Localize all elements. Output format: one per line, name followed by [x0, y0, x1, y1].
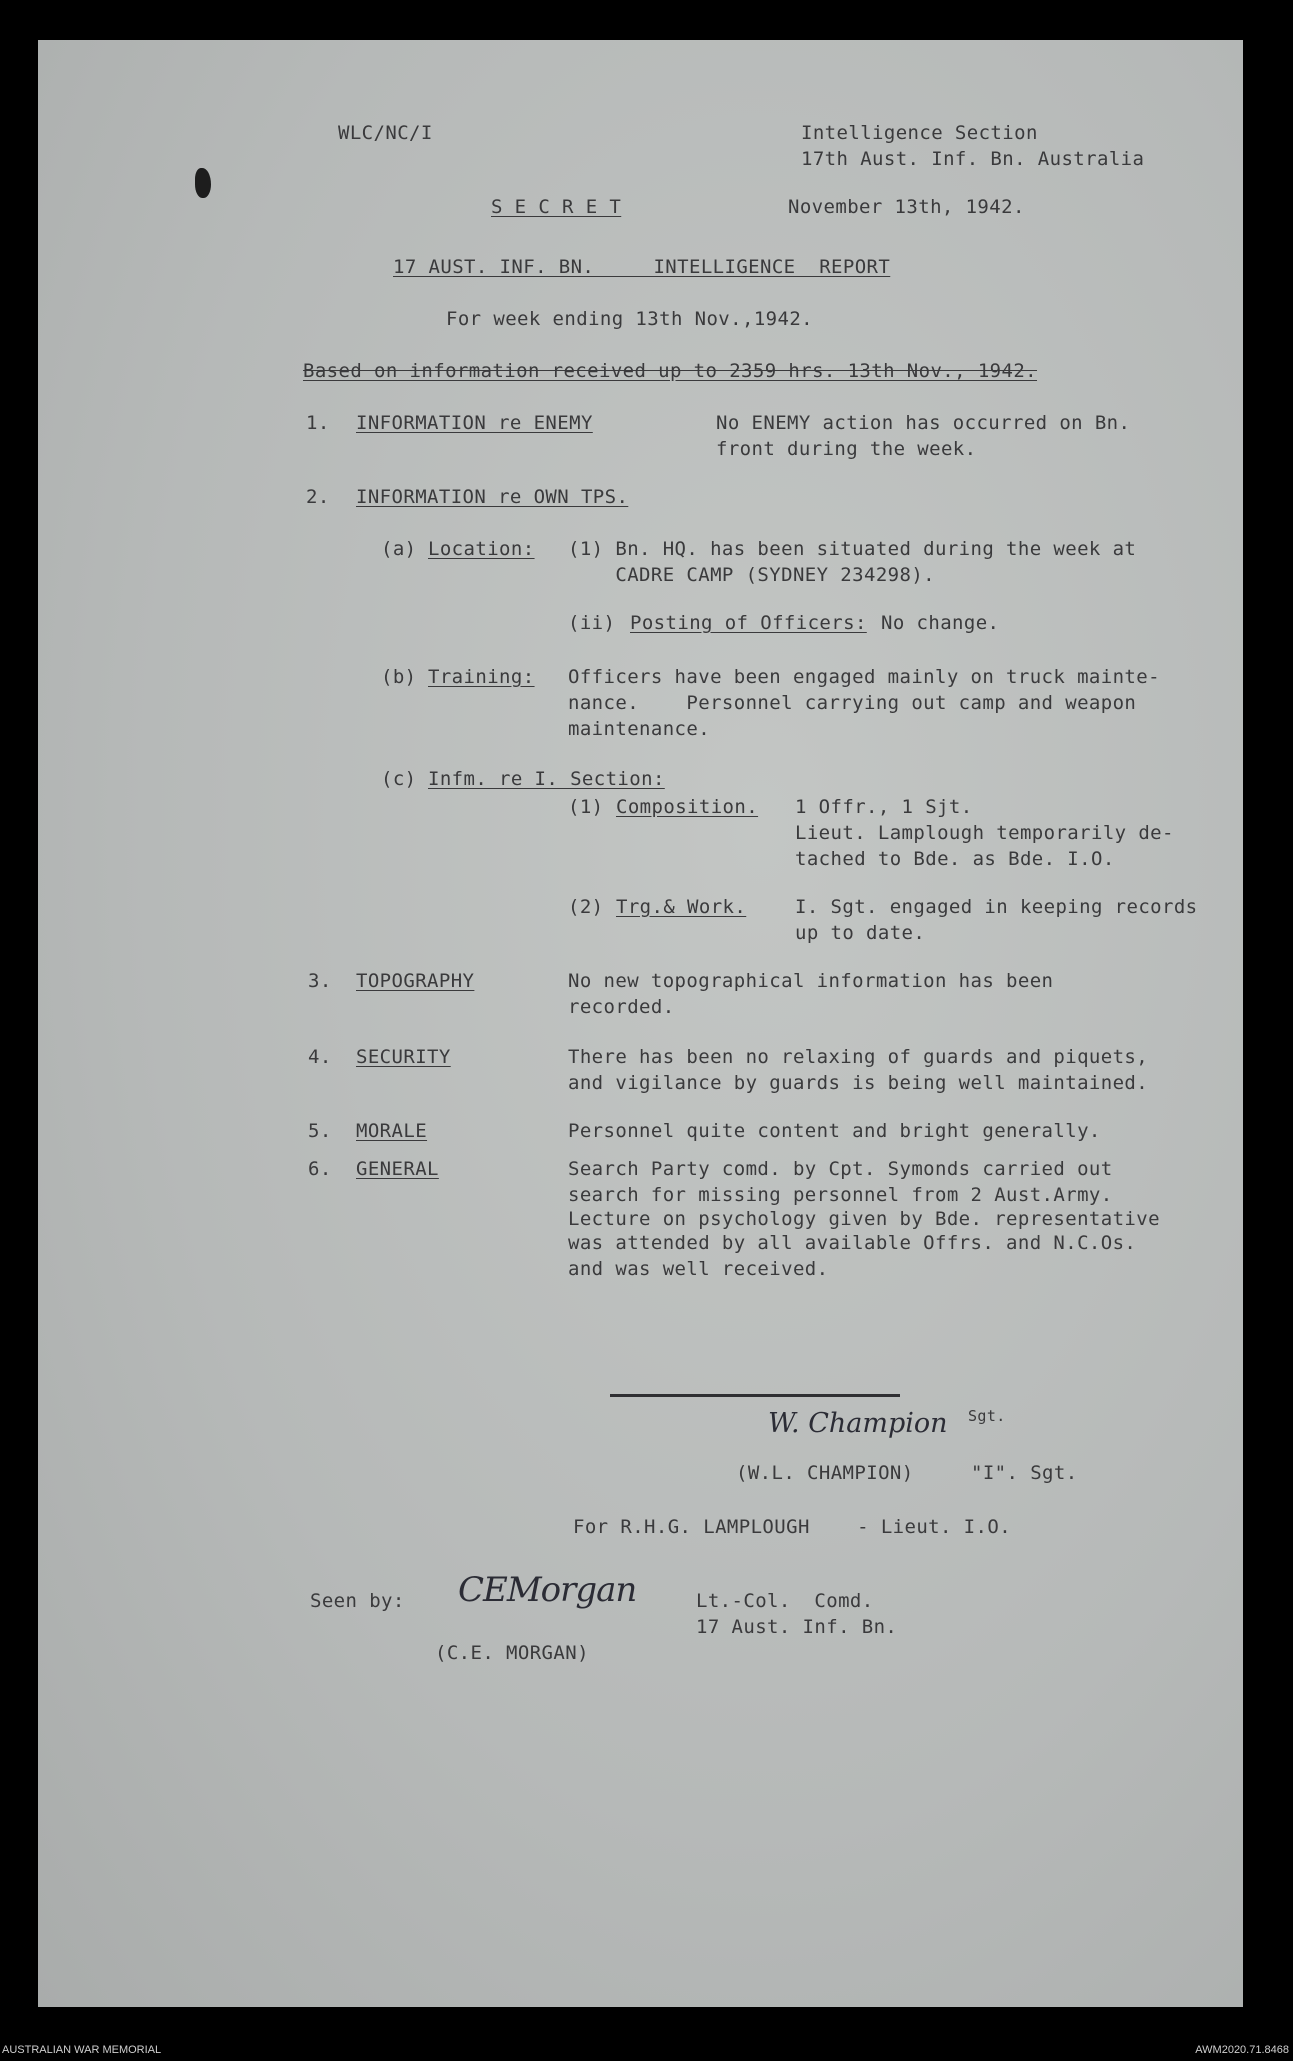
section-6-text: search for missing personnel from 2 Aust.Army.: [568, 1184, 1113, 1206]
composition-text: tached to Bde. as Bde. I.O.: [795, 848, 1115, 870]
section-3-text: No new topographical information has been: [568, 970, 1054, 992]
footer-institution: AUSTRALIAN WAR MEMORIAL: [2, 2044, 162, 2056]
trg-work-text: up to date.: [795, 922, 926, 944]
punch-hole: [195, 168, 211, 198]
signature-rank-handwritten: Sgt.: [968, 1407, 1006, 1425]
section-5-text: Personnel quite content and bright generally.: [568, 1120, 1101, 1142]
trg-work-heading: Trg.& Work.: [616, 896, 747, 918]
section-3-text: recorded.: [568, 996, 675, 1018]
section-6-text: Lecture on psychology given by Bde. representative: [568, 1208, 1160, 1230]
champion-typed-name: (W.L. CHAMPION): [736, 1462, 914, 1484]
posting-number: (ii): [568, 612, 616, 634]
sub-b-heading: Training:: [428, 666, 535, 688]
section-4-text: and vigilance by guards is being well maintained.: [568, 1072, 1149, 1094]
trg-work-text: I. Sgt. engaged in keeping records: [795, 896, 1198, 918]
based-on-line: Based on information received up to 2359 hrs. 13th Nov., 1942.: [303, 360, 1038, 382]
footer-accession-number: AWM2020.71.8468: [1195, 2044, 1289, 2056]
section-3-heading: TOPOGRAPHY: [356, 970, 475, 992]
unit-line-1: Intelligence Section: [801, 122, 1038, 144]
reference-code: WLC/NC/I: [338, 122, 433, 144]
sub-c-heading: Infm. re I. Section:: [428, 768, 665, 790]
item-2-number: 2.: [306, 486, 330, 508]
champion-signature: W. Champion: [768, 1408, 948, 1439]
section-6-heading: GENERAL: [356, 1158, 439, 1180]
item-2-heading: INFORMATION re OWN TPS.: [356, 486, 629, 508]
for-lamplough-line: For R.H.G. LAMPLOUGH - Lieut. I.O.: [573, 1516, 1012, 1538]
report-title: 17 AUST. INF. BN. INTELLIGENCE REPORT: [393, 256, 891, 278]
composition-number: (1): [568, 796, 604, 818]
section-4-heading: SECURITY: [356, 1046, 451, 1068]
item-1-text: No ENEMY action has occurred on Bn.: [716, 412, 1131, 434]
composition-heading: Composition.: [616, 796, 759, 818]
posting-heading: Posting of Officers:: [630, 612, 867, 634]
seen-by-label: Seen by:: [310, 1590, 405, 1612]
posting-text: No change.: [881, 612, 1000, 634]
section-6-text: Search Party comd. by Cpt. Symonds carried out: [568, 1158, 1113, 1180]
week-ending: For week ending 13th Nov.,1942.: [446, 308, 814, 330]
section-6-text: was attended by all available Offrs. and N.C.Os.: [568, 1232, 1137, 1254]
sub-c-label: (c): [381, 768, 417, 790]
training-text: Officers have been engaged mainly on truck mainte-: [568, 666, 1160, 688]
document-page: [38, 40, 1243, 2007]
section-4-text: There has been no relaxing of guards and piquets,: [568, 1046, 1149, 1068]
section-4-number: 4.: [308, 1046, 332, 1068]
item-1-text: front during the week.: [716, 438, 977, 460]
champion-typed-rank: "I". Sgt.: [971, 1462, 1078, 1484]
morgan-typed-name: (C.E. MORGAN): [435, 1642, 589, 1664]
training-text: nance. Personnel carrying out camp and weapon: [568, 692, 1137, 714]
sub-b-label: (b): [381, 666, 417, 688]
morgan-unit: 17 Aust. Inf. Bn.: [696, 1616, 898, 1638]
classification: S E C R E T: [491, 196, 622, 218]
section-6-text: and was well received.: [568, 1258, 829, 1280]
morgan-rank: Lt.-Col. Comd.: [696, 1590, 874, 1612]
item-1-heading: INFORMATION re ENEMY: [356, 412, 593, 434]
section-3-number: 3.: [308, 970, 332, 992]
composition-text: 1 Offr., 1 Sjt.: [795, 796, 973, 818]
morgan-signature: CEMorgan: [458, 1570, 637, 1610]
sub-a-label: (a): [381, 538, 417, 560]
location-text: (1) Bn. HQ. has been situated during the week at: [568, 538, 1137, 560]
section-5-heading: MORALE: [356, 1120, 428, 1142]
training-text: maintenance.: [568, 718, 711, 740]
report-date: November 13th, 1942.: [788, 196, 1025, 218]
trg-work-number: (2): [568, 896, 604, 918]
section-5-number: 5.: [308, 1120, 332, 1142]
divider-rule: [610, 1394, 900, 1397]
location-text: CADRE CAMP (SYDNEY 234298).: [568, 564, 936, 586]
item-1-number: 1.: [306, 412, 330, 434]
section-6-number: 6.: [308, 1158, 332, 1180]
sub-a-heading: Location:: [428, 538, 535, 560]
unit-line-2: 17th Aust. Inf. Bn. Australia: [801, 148, 1145, 170]
composition-text: Lieut. Lamplough temporarily de-: [795, 822, 1174, 844]
